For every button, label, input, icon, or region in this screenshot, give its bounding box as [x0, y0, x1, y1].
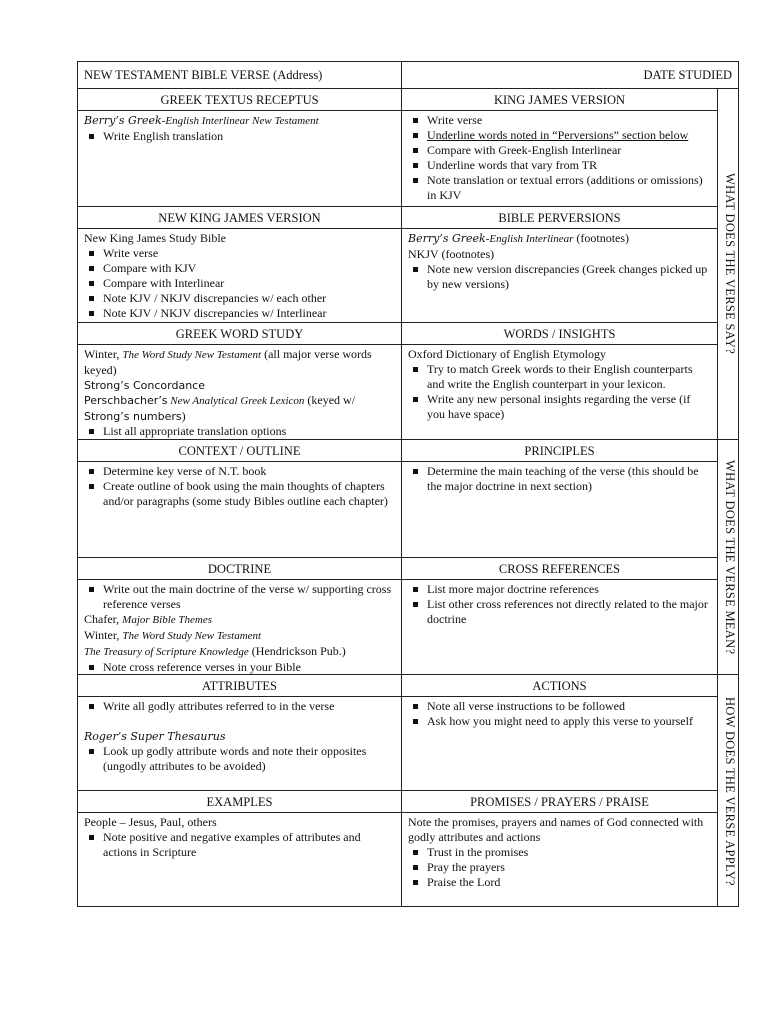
- reference-work: -English Interlinear New Testament: [161, 115, 319, 127]
- section-title-cross-refs: CROSS REFERENCES: [498, 562, 621, 576]
- list-item: Write out the main doctrine of the verse w/ supporting cross reference verses: [84, 582, 395, 612]
- list-item: Write all godly attributes referred to in the verse: [84, 699, 395, 714]
- verse-address-label: NEW TESTAMENT BIBLE VERSE (Address): [84, 68, 323, 82]
- section-title-perversions: BIBLE PERVERSIONS: [498, 211, 621, 225]
- list-item: Note cross reference verses in your Bible: [84, 660, 395, 674]
- list-item: Note translation or textual errors (additions or omissions) in KJV: [408, 173, 711, 203]
- reference-author: Winter,: [84, 628, 123, 642]
- list-item: Ask how you might need to apply this verse to yourself: [408, 714, 711, 729]
- section-title-words: WORDS / INSIGHTS: [503, 327, 616, 341]
- section-body-kjv: [402, 111, 717, 206]
- section-title-greek-word: GREEK WORD STUDY: [175, 327, 304, 341]
- list-item: Determine key verse of N.T. book: [84, 464, 395, 479]
- section-body-words: [402, 345, 717, 439]
- section-title-doctrine: DOCTRINE: [207, 562, 272, 576]
- list-item: List more major doctrine references: [408, 582, 711, 597]
- reference-work: The Treasury of Scripture Knowledge: [84, 646, 249, 658]
- list-item: Note KJV / NKJV discrepancies w/ each other: [84, 291, 395, 306]
- study-worksheet-table: [77, 61, 739, 907]
- list-item: Write verse: [84, 246, 395, 261]
- reference-note: (footnotes): [573, 231, 630, 245]
- reference-name: People – Jesus, Paul, others: [84, 815, 217, 829]
- section-body-greek-textus: [78, 111, 401, 206]
- list-item: Underline words that vary from TR: [408, 158, 711, 173]
- section-title-promises: PROMISES / PRAYERS / PRAISE: [470, 795, 649, 809]
- list-item: Underline words noted in “Perversions” section below: [408, 128, 711, 143]
- list-item: Compare with Interlinear: [84, 276, 395, 291]
- section-body-context: [78, 462, 401, 557]
- side-label-say: WHAT DOES THE VERSE SAY?: [723, 173, 737, 355]
- reference-name: Note the promises, prayers and names of God connected with godly attributes and actions: [408, 815, 704, 844]
- reference-work: Major Bible Themes: [122, 614, 212, 626]
- reference-name: Strong’s numbers: [84, 410, 182, 423]
- list-item: Write English translation: [84, 129, 395, 144]
- side-label-apply: HOW DOES THE VERSE APPLY?: [723, 696, 737, 886]
- reference-name: Berry’s Greek: [408, 232, 486, 245]
- section-body-greek-word: [78, 345, 401, 439]
- list-item: Compare with KJV: [84, 261, 395, 276]
- section-body-examples: [78, 813, 401, 907]
- reference-note: ): [181, 409, 186, 423]
- reference-name: Berry’s Greek: [84, 114, 162, 127]
- section-title-attributes: ATTRIBUTES: [202, 679, 277, 693]
- list-item: Look up godly attribute words and note their opposites (ungodly attributes to be avoided): [84, 744, 395, 774]
- list-item: Write any new personal insights regarding the verse (if you have space): [408, 392, 711, 422]
- list-item: Note KJV / NKJV discrepancies w/ Interlinear: [84, 306, 395, 321]
- section-body-nkjv: [78, 229, 401, 322]
- reference-work: New Analytical Greek Lexicon: [167, 395, 305, 407]
- section-title-nkjv: NEW KING JAMES VERSION: [158, 211, 321, 225]
- date-studied-label: DATE STUDIED: [643, 68, 732, 82]
- list-item: Determine the main teaching of the verse (this should be the major doctrine in next section): [408, 464, 711, 494]
- section-body-perversions: [402, 229, 717, 322]
- reference-work: -English Interlinear: [485, 233, 574, 245]
- reference-author: Winter,: [84, 347, 123, 361]
- section-body-promises: [402, 813, 717, 907]
- reference-work: The Word Study New Testament: [122, 630, 262, 642]
- section-title-kjv: KING JAMES VERSION: [493, 93, 626, 107]
- list-item: List all appropriate translation options: [84, 424, 395, 439]
- list-item: List other cross references not directly related to the major doctrine: [408, 597, 711, 627]
- section-body-actions: [402, 697, 717, 790]
- reference-author: Perschbacher’s: [84, 394, 168, 407]
- reference-name: Strong’s Concordance: [84, 379, 205, 392]
- list-item: Write verse: [408, 113, 711, 128]
- list-item: Create outline of book using the main thoughts of chapters and/or paragraphs (some study Bibles outline each chapter): [84, 479, 395, 509]
- reference-note: (all major verse words keyed): [84, 347, 372, 377]
- section-title-actions: ACTIONS: [532, 679, 587, 693]
- list-item: Try to match Greek words to their English counterparts and write the English counterpart in your lexicon.: [408, 362, 711, 392]
- reference-name: Oxford Dictionary of English Etymology: [408, 347, 606, 361]
- section-body-doctrine: [78, 580, 401, 674]
- list-item: Note all verse instructions to be followed: [408, 699, 711, 714]
- reference-line: NKJV (footnotes): [408, 247, 495, 261]
- list-item: Pray the prayers: [408, 860, 711, 875]
- section-body-principles: [402, 462, 717, 557]
- list-item: Praise the Lord: [408, 875, 711, 890]
- section-title-context: CONTEXT / OUTLINE: [178, 444, 301, 458]
- section-body-cross-refs: [402, 580, 717, 674]
- reference-name: New King James Study Bible: [84, 231, 226, 245]
- list-item: Trust in the promises: [408, 845, 711, 860]
- list-item: Note positive and negative examples of attributes and actions in Scripture: [84, 830, 395, 860]
- reference-author: Chafer,: [84, 612, 123, 626]
- reference-work: The Word Study New Testament: [122, 349, 262, 361]
- section-title-examples: EXAMPLES: [206, 795, 273, 809]
- reference-note: (Hendrickson Pub.): [248, 644, 346, 658]
- section-title-principles: PRINCIPLES: [524, 444, 595, 458]
- reference-name: Roger’s Super Thesaurus: [84, 730, 226, 743]
- section-title-greek-textus: GREEK TEXTUS RECEPTUS: [160, 93, 319, 107]
- reference-note: (keyed w/: [304, 393, 356, 407]
- section-body-attributes: [78, 697, 401, 790]
- list-item: Note new version discrepancies (Greek changes picked up by new versions): [408, 262, 711, 292]
- side-label-mean: WHAT DOES THE VERSE MEAN?: [723, 459, 737, 655]
- list-item: Compare with Greek-English Interlinear: [408, 143, 711, 158]
